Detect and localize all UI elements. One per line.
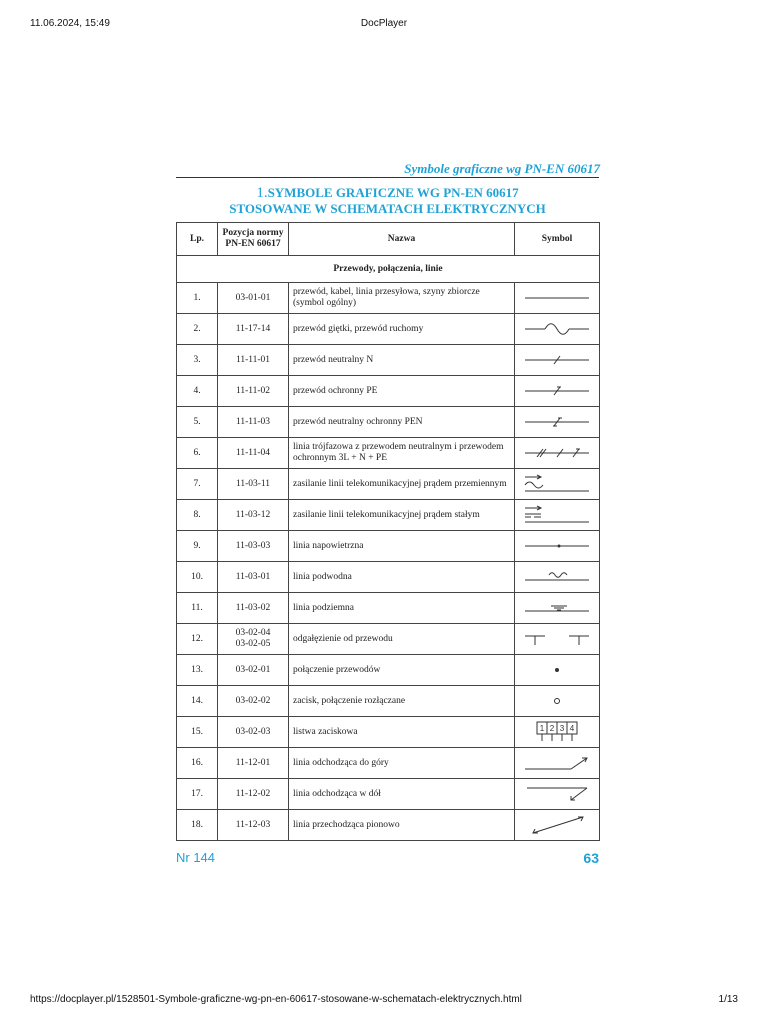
row-symbol bbox=[515, 500, 600, 531]
table-header-row bbox=[177, 223, 600, 256]
symbols-table bbox=[176, 222, 600, 841]
norm-code: 03-02-03 bbox=[235, 726, 271, 737]
table-row bbox=[177, 438, 600, 469]
norm-code: 11-12-01 bbox=[235, 757, 271, 768]
page-number: 63 bbox=[583, 850, 599, 866]
row-norm-code bbox=[218, 531, 289, 562]
row-norm-code bbox=[218, 810, 289, 841]
norm-code: 11-17-14 bbox=[235, 323, 271, 334]
row-norm-code bbox=[218, 748, 289, 779]
norm-code: 11-11-01 bbox=[235, 354, 271, 365]
table-row bbox=[177, 686, 600, 717]
norm-code: 11-03-03 bbox=[235, 540, 271, 551]
row-symbol bbox=[515, 748, 600, 779]
row-lp: 3. bbox=[177, 345, 218, 376]
row-norm-code bbox=[218, 314, 289, 345]
line-plain-symbol-icon bbox=[521, 287, 593, 309]
row-norm-code bbox=[218, 779, 289, 810]
norm-code: 03-01-01 bbox=[235, 292, 271, 303]
norm-code: 03-02-02 bbox=[235, 695, 271, 706]
row-name: linia podwodna bbox=[289, 562, 515, 593]
norm-code: 11-12-02 bbox=[235, 788, 271, 799]
print-page-count: 1/13 bbox=[718, 994, 738, 1005]
row-norm-code bbox=[218, 438, 289, 469]
line-underground-symbol-icon bbox=[521, 597, 593, 619]
line-pen-symbol-icon bbox=[521, 411, 593, 433]
row-symbol bbox=[515, 283, 600, 314]
print-datetime: 11.06.2024, 15:49 bbox=[30, 18, 110, 29]
norm-code: 11-12-03 bbox=[235, 819, 271, 830]
line-up-symbol-icon bbox=[521, 752, 593, 774]
row-name: linia przechodząca pionowo bbox=[289, 810, 515, 841]
line-telecom-ac-symbol-icon bbox=[521, 473, 593, 495]
row-lp: 5. bbox=[177, 407, 218, 438]
row-lp: 8. bbox=[177, 500, 218, 531]
row-lp: 10. bbox=[177, 562, 218, 593]
issue-number: Nr 144 bbox=[176, 850, 216, 865]
row-name: połączenie przewodów bbox=[289, 655, 515, 686]
row-symbol bbox=[515, 779, 600, 810]
row-symbol bbox=[515, 407, 600, 438]
norm-code: 11-03-01 bbox=[235, 571, 271, 582]
table-row bbox=[177, 748, 600, 779]
row-name: zasilanie linii telekomunikacyjnej prądem przemiennym bbox=[289, 469, 515, 500]
row-lp: 1. bbox=[177, 283, 218, 314]
table-row bbox=[177, 283, 600, 314]
norm-code: 03-02-01 bbox=[235, 664, 271, 675]
row-name: przewód neutralny ochronny PEN bbox=[289, 407, 515, 438]
print-url: https://docplayer.pl/1528501-Symbole-graficzne-wg-pn-en-60617-stosowane-w-schematach-elektrycznych.html bbox=[30, 994, 522, 1005]
row-symbol bbox=[515, 562, 600, 593]
row-lp: 15. bbox=[177, 717, 218, 748]
document-title bbox=[176, 185, 599, 216]
row-symbol bbox=[515, 624, 600, 655]
row-lp: 16. bbox=[177, 748, 218, 779]
row-name: przewód ochronny PE bbox=[289, 376, 515, 407]
header-symbol: Symbol bbox=[515, 223, 600, 256]
header-lp: Lp. bbox=[177, 223, 218, 256]
row-lp: 6. bbox=[177, 438, 218, 469]
running-head: Symbole graficzne wg PN-EN 60617 bbox=[404, 161, 600, 176]
svg-text:3: 3 bbox=[559, 724, 565, 733]
norm-code: 11-11-04 bbox=[235, 447, 271, 458]
row-symbol bbox=[515, 314, 600, 345]
row-name: przewód, kabel, linia przesyłowa, szyny zbiorcze (symbol ogólny) bbox=[289, 283, 515, 314]
title-number: 1. bbox=[256, 185, 268, 201]
row-name: zacisk, połączenie rozłączane bbox=[289, 686, 515, 717]
table-row bbox=[177, 593, 600, 624]
row-norm-code bbox=[218, 283, 289, 314]
line-through-symbol-icon bbox=[521, 814, 593, 836]
row-norm-code bbox=[218, 593, 289, 624]
line-neutral-symbol-icon bbox=[521, 349, 593, 371]
row-norm-code bbox=[218, 345, 289, 376]
table-row bbox=[177, 531, 600, 562]
branch-symbol-icon bbox=[521, 628, 593, 650]
header-norm-position: Pozycja normy PN-EN 60617 bbox=[218, 223, 289, 256]
row-lp: 18. bbox=[177, 810, 218, 841]
header-name: Nazwa bbox=[289, 223, 515, 256]
row-norm-code bbox=[218, 407, 289, 438]
row-lp: 14. bbox=[177, 686, 218, 717]
print-site-name: DocPlayer bbox=[360, 18, 408, 29]
junction-dot-symbol-icon bbox=[521, 659, 593, 681]
print-footer bbox=[30, 994, 738, 1008]
norm-code: 03-02-05 bbox=[235, 639, 271, 649]
row-symbol bbox=[515, 376, 600, 407]
table-row bbox=[177, 624, 600, 655]
row-name: przewód neutralny N bbox=[289, 345, 515, 376]
table-row bbox=[177, 376, 600, 407]
row-name: linia podziemna bbox=[289, 593, 515, 624]
svg-text:4: 4 bbox=[569, 724, 575, 733]
table-row bbox=[177, 562, 600, 593]
title-line-1: SYMBOLE GRAFICZNE WG PN-EN 60617 bbox=[267, 185, 519, 200]
table-row bbox=[177, 500, 600, 531]
row-norm-code bbox=[218, 717, 289, 748]
line-protective-symbol-icon bbox=[521, 380, 593, 402]
terminal-circle-symbol-icon bbox=[521, 690, 593, 712]
row-name: odgałęzienie od przewodu bbox=[289, 624, 515, 655]
line-3phase-symbol-icon bbox=[521, 442, 593, 464]
row-symbol bbox=[515, 717, 600, 748]
title-line-2: STOSOWANE W SCHEMATACH ELEKTRYCZNYCH bbox=[229, 201, 546, 216]
line-down-symbol-icon bbox=[521, 783, 593, 805]
svg-text:1: 1 bbox=[539, 724, 545, 733]
norm-code: 11-03-02 bbox=[235, 602, 271, 613]
page-footer bbox=[176, 850, 599, 868]
terminal-strip-symbol-icon bbox=[521, 721, 593, 743]
norm-code: 11-11-02 bbox=[235, 385, 271, 396]
row-norm-code bbox=[218, 562, 289, 593]
table-row bbox=[177, 717, 600, 748]
row-name: przewód giętki, przewód ruchomy bbox=[289, 314, 515, 345]
row-norm-code bbox=[218, 655, 289, 686]
row-name: listwa zaciskowa bbox=[289, 717, 515, 748]
row-symbol bbox=[515, 438, 600, 469]
row-symbol bbox=[515, 686, 600, 717]
table-row bbox=[177, 469, 600, 500]
norm-code: 11-11-03 bbox=[235, 416, 271, 427]
row-norm-code bbox=[218, 376, 289, 407]
row-lp: 12. bbox=[177, 624, 218, 655]
row-symbol bbox=[515, 345, 600, 376]
row-symbol bbox=[515, 593, 600, 624]
table-row bbox=[177, 779, 600, 810]
row-name: linia napowietrzna bbox=[289, 531, 515, 562]
row-lp: 7. bbox=[177, 469, 218, 500]
line-flexible-symbol-icon bbox=[521, 318, 593, 340]
row-lp: 9. bbox=[177, 531, 218, 562]
norm-code: 11-03-11 bbox=[235, 478, 271, 489]
svg-text:2: 2 bbox=[549, 724, 555, 733]
row-norm-code bbox=[218, 469, 289, 500]
norm-code: 11-03-12 bbox=[235, 509, 271, 520]
row-symbol bbox=[515, 655, 600, 686]
table-row bbox=[177, 407, 600, 438]
row-symbol bbox=[515, 810, 600, 841]
row-name: zasilanie linii telekomunikacyjnej prądem stałym bbox=[289, 500, 515, 531]
row-norm-code bbox=[218, 686, 289, 717]
table-row bbox=[177, 314, 600, 345]
row-lp: 11. bbox=[177, 593, 218, 624]
row-lp: 2. bbox=[177, 314, 218, 345]
row-symbol bbox=[515, 469, 600, 500]
row-name: linia odchodząca w dół bbox=[289, 779, 515, 810]
row-lp: 17. bbox=[177, 779, 218, 810]
print-header bbox=[30, 18, 738, 32]
header-rule bbox=[176, 177, 599, 178]
line-telecom-dc-symbol-icon bbox=[521, 504, 593, 526]
row-lp: 13. bbox=[177, 655, 218, 686]
section-row bbox=[177, 256, 600, 283]
row-name: linia odchodząca do góry bbox=[289, 748, 515, 779]
table-row bbox=[177, 810, 600, 841]
line-underwater-symbol-icon bbox=[521, 566, 593, 588]
row-norm-code bbox=[218, 624, 289, 655]
line-overhead-symbol-icon bbox=[521, 535, 593, 557]
row-lp: 4. bbox=[177, 376, 218, 407]
row-name: linia trójfazowa z przewodem neutralnym i przewodem ochronnym 3L + N + PE bbox=[289, 438, 515, 469]
section-title: Przewody, połączenia, linie bbox=[177, 256, 600, 283]
table-row bbox=[177, 345, 600, 376]
row-norm-code bbox=[218, 500, 289, 531]
table-row bbox=[177, 655, 600, 686]
norm-code: 03-02-04 bbox=[235, 628, 271, 638]
row-symbol bbox=[515, 531, 600, 562]
